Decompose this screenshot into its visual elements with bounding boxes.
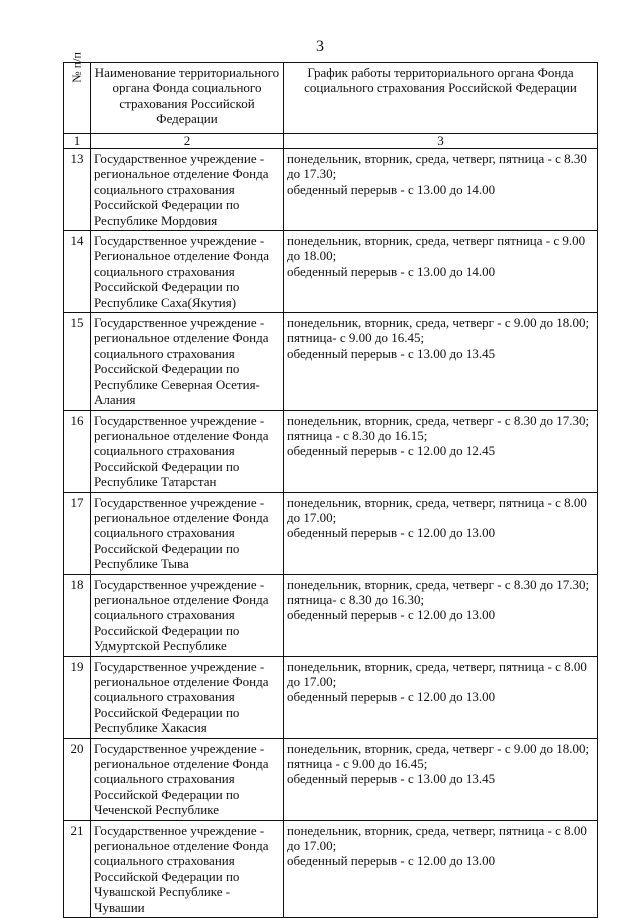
work-schedule-line: пятница - с 9.00 до 16.45; — [287, 756, 428, 772]
header-number: № п/п — [64, 63, 91, 134]
organization-name-line: Российской Федерации по — [94, 622, 240, 638]
row-number: 20 — [64, 738, 91, 820]
organization-name-line: Республике Мордовия — [94, 212, 218, 228]
row-number: 18 — [64, 574, 91, 656]
work-schedule — [284, 313, 598, 410]
work-schedule — [284, 492, 598, 574]
row-number: 16 — [64, 410, 91, 492]
work-schedule-line: обеденный перерыв - с 13.00 до 14.00 — [287, 181, 496, 197]
organization-name-line: Государственное учреждение - — [94, 315, 265, 331]
work-schedule — [284, 231, 598, 313]
organization-name-line: Региональное отделение Фонда — [94, 248, 270, 264]
work-schedule — [284, 656, 598, 738]
row-number: 13 — [64, 149, 91, 231]
work-schedule-line: обеденный перерыв - с 12.00 до 13.00 — [287, 853, 496, 869]
organization-name-line: Чувашской Республике - — [94, 884, 231, 900]
organization-name-line: социального страхования — [94, 181, 235, 197]
table-row — [64, 656, 598, 738]
organization-name-line: Алания — [94, 392, 136, 408]
work-schedule-line: пятница- с 8.30 до 16.30; — [287, 591, 425, 607]
row-number: 14 — [64, 231, 91, 313]
organization-name-line: региональное отделение Фонда — [94, 427, 269, 443]
organization-name-line: Государственное учреждение - — [94, 494, 265, 510]
organization-name-line: Государственное учреждение - — [94, 151, 265, 166]
organization-name-line: Государственное учреждение - — [94, 658, 265, 674]
row-number: 19 — [64, 656, 91, 738]
work-schedule-line: до 17.00; — [287, 838, 337, 854]
organization-name-line: Государственное учреждение - — [94, 740, 265, 756]
organization-name-line: Российской Федерации по — [94, 458, 240, 474]
organization-name — [91, 149, 284, 231]
work-schedule-line: обеденный перерыв - с 12.00 до 13.00 — [287, 689, 496, 705]
organization-name-line: Чувашии — [94, 899, 145, 915]
work-schedule-line: обеденный перерыв - с 12.00 до 12.45 — [287, 443, 496, 459]
row-number: 21 — [64, 820, 91, 917]
work-schedule-line: до 17.00; — [287, 674, 337, 689]
row-number: 15 — [64, 313, 91, 410]
organization-name-line: Российской Федерации по — [94, 786, 240, 802]
schedule-table — [63, 52, 598, 918]
table-row — [64, 738, 598, 820]
work-schedule-line: понедельник, вторник, среда, четверг пятница - с 9.00 — [287, 233, 586, 249]
work-schedule-line: понедельник, вторник, среда, четверг - с 8.30 до 17.30; — [287, 412, 590, 428]
organization-name-line: Российской Федерации по — [94, 279, 240, 295]
work-schedule — [284, 738, 598, 820]
column-index: 1 — [64, 134, 91, 149]
work-schedule-line: понедельник, вторник, среда, четверг, пятница - с 8.00 — [287, 822, 587, 838]
organization-name-line: Государственное учреждение - — [94, 576, 265, 592]
work-schedule-line: обеденный перерыв - с 13.00 до 14.00 — [287, 263, 496, 279]
work-schedule-line: до 17.30; — [287, 166, 337, 182]
organization-name — [91, 820, 284, 917]
row-number: 17 — [64, 492, 91, 574]
organization-name-line: социального страхования — [94, 607, 235, 623]
organization-name-line: социального страхования — [94, 263, 235, 279]
organization-name-line: Российской Федерации по — [94, 704, 240, 720]
organization-name — [91, 231, 284, 313]
work-schedule-line: понедельник, вторник, среда, четверг, пятница - с 8.00 — [287, 494, 587, 510]
organization-name — [91, 574, 284, 656]
header-name: Наименование территориального органа Фонда социального страхования Российской Федерации — [91, 63, 284, 134]
organization-name-line: Государственное учреждение - — [94, 412, 265, 428]
organization-name-line: социального страхования — [94, 853, 235, 869]
organization-name-line: Республике Тыва — [94, 556, 189, 572]
work-schedule-line: обеденный перерыв - с 12.00 до 13.00 — [287, 525, 496, 541]
column-index: 2 — [91, 134, 284, 149]
organization-name-line: Российской Федерации по — [94, 868, 240, 884]
organization-name-line: социального страхования — [94, 345, 235, 361]
organization-name-line: социального страхования — [94, 525, 235, 541]
organization-name-line: региональное отделение Фонда — [94, 591, 269, 607]
organization-name — [91, 738, 284, 820]
organization-name-line: Российской Федерации по — [94, 197, 240, 213]
header-schedule: График работы территориального органа Фонда социального страхования Российской Федерации — [284, 63, 598, 134]
table-row — [64, 492, 598, 574]
organization-name-line: региональное отделение Фонда — [94, 509, 269, 525]
work-schedule-line: понедельник, вторник, среда, четверг - с 9.00 до 18.00; — [287, 315, 590, 331]
work-schedule-line: до 17.00; — [287, 509, 337, 525]
organization-name-line: Удмуртской Республике — [94, 638, 227, 654]
table-row — [64, 820, 598, 917]
work-schedule — [284, 410, 598, 492]
organization-name — [91, 492, 284, 574]
table-row — [64, 574, 598, 656]
organization-name-line: Российской Федерации по — [94, 361, 240, 377]
work-schedule-line: до 18.00; — [287, 248, 337, 264]
organization-name-line: региональное отделение Фонда — [94, 166, 269, 182]
organization-name — [91, 410, 284, 492]
table-row — [64, 149, 598, 231]
page-number: 3 — [316, 38, 324, 55]
table-row — [64, 410, 598, 492]
work-schedule-line: обеденный перерыв - с 13.00 до 13.45 — [287, 345, 496, 361]
work-schedule — [284, 574, 598, 656]
work-schedule-line: понедельник, вторник, среда, четверг, пятница - с 8.00 — [287, 658, 587, 674]
organization-name-line: региональное отделение Фонда — [94, 674, 269, 689]
organization-name-line: Государственное учреждение - — [94, 233, 265, 249]
organization-name-line: региональное отделение Фонда — [94, 330, 269, 346]
organization-name-line: Чеченской Республике — [94, 802, 219, 818]
table-row — [64, 313, 598, 410]
work-schedule-line: понедельник, вторник, среда, четверг, пятница - с 8.30 — [287, 151, 587, 166]
work-schedule-line: пятница - с 8.30 до 16.15; — [287, 427, 428, 443]
organization-name-line: социального страхования — [94, 443, 235, 459]
work-schedule-line: обеденный перерыв - с 12.00 до 13.00 — [287, 607, 496, 623]
organization-name-line: Республике Татарстан — [94, 474, 217, 490]
organization-name-line: социального страхования — [94, 689, 235, 705]
organization-name-line: Российской Федерации по — [94, 540, 240, 556]
header-row — [64, 63, 598, 134]
organization-name-line: Республике Хакасия — [94, 720, 207, 736]
work-schedule-line: пятница- с 9.00 до 16.45; — [287, 330, 425, 346]
organization-name — [91, 313, 284, 410]
work-schedule-line: понедельник, вторник, среда, четверг - с 8.30 до 17.30; — [287, 576, 590, 592]
column-index-row — [64, 134, 598, 149]
organization-name-line: региональное отделение Фонда — [94, 838, 269, 854]
organization-name-line: Республике Северная Осетия- — [94, 376, 260, 392]
work-schedule — [284, 149, 598, 231]
organization-name — [91, 656, 284, 738]
organization-name-line: социального страхования — [94, 771, 235, 787]
work-schedule-line: обеденный перерыв - с 13.00 до 13.45 — [287, 771, 496, 787]
work-schedule — [284, 820, 598, 917]
organization-name-line: региональное отделение Фонда — [94, 756, 269, 772]
organization-name-line: Государственное учреждение - — [94, 822, 265, 838]
column-index: 3 — [284, 134, 598, 149]
organization-name-line: Республике Саха(Якутия) — [94, 294, 237, 310]
work-schedule-line: понедельник, вторник, среда, четверг - с 9.00 до 18.00; — [287, 740, 590, 756]
table-row — [64, 231, 598, 313]
